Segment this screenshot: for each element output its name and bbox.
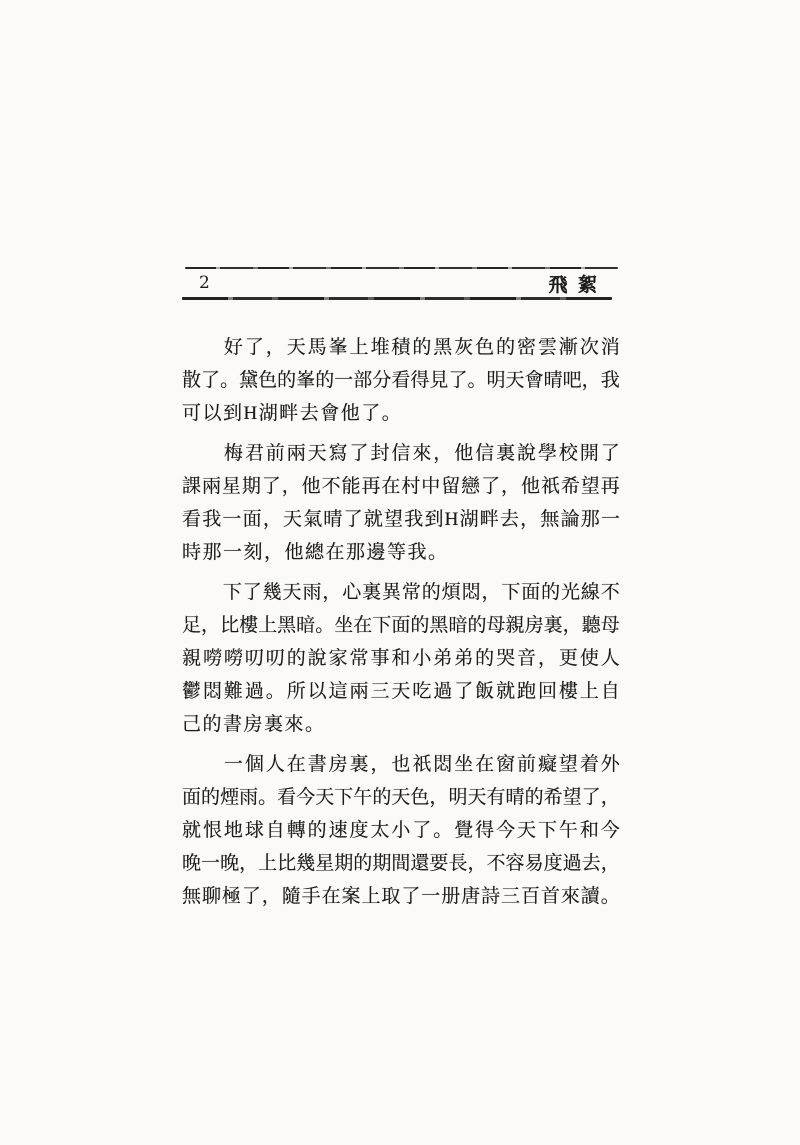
text-line: 無 聊 極 了 ， 隨 手 在 案 上 取 了 一 册 唐 詩 三 百 首 來 讀 。 bbox=[182, 886, 620, 907]
text-line: 下 了 幾 天 雨 ， 心 裏 異 常 的 煩 悶 ， 下 面 的 光 線 不 bbox=[222, 582, 620, 603]
text-line: 己的書房裏來。 bbox=[182, 714, 326, 735]
text-line: 親 嘮 嘮 叨 叨 的 說 家 常 事 和 小 弟 弟 的 哭 音 ， 更 使 人 bbox=[182, 648, 620, 669]
text-line: 課 兩 星 期 了 ， 他 不 能 再 在 村 中 留 戀 了 ， 他 祇 希 望 再 bbox=[182, 476, 620, 497]
text-line: 面 的 煙 雨 。 看 今 天 下 午 的 天 色 ， 明 天 有 晴 的 希 望 了 ， bbox=[182, 787, 620, 808]
text-line: 好 了 ， 天 馬 峯 上 堆 積 的 黑 灰 色 的 密 雲 漸 次 消 bbox=[223, 337, 620, 358]
text-line: 時那一刻，他總在那邊等我。 bbox=[182, 542, 449, 563]
text-line: 可以到H湖畔去會他了。 bbox=[182, 403, 403, 424]
page-number: 2 bbox=[199, 273, 210, 293]
body-text bbox=[182, 331, 620, 913]
header-row bbox=[182, 269, 619, 297]
page-header bbox=[182, 267, 619, 300]
text-line: 一 個 人 在 書 房 裏 ， 也 祇 悶 坐 在 窗 前 癡 望 着 外 bbox=[223, 754, 620, 775]
header-rule-bottom bbox=[182, 297, 612, 300]
paragraph bbox=[182, 331, 620, 430]
text-line: 就 恨 地 球 自 轉 的 速 度 太 小 了 。 覺 得 今 天 下 午 和 今 bbox=[182, 820, 620, 841]
paragraph bbox=[182, 748, 620, 913]
text-line: 散 了 。 黛 色 的 峯 的 一 部 分 看 得 見 了 。 明 天 會 晴 吧 ， 我 bbox=[182, 370, 620, 391]
text-line: 晚 一 晚 ， 上 比 幾 星 期 的 期 間 還 要 長 ， 不 容 易 度 過 去 ， bbox=[182, 853, 620, 874]
text-line: 梅 君 前 兩 天 寫 了 封 信 來 ， 他 信 裏 說 學 校 開 了 bbox=[223, 443, 620, 464]
book-title: 飛絮 bbox=[548, 274, 608, 296]
paragraph bbox=[182, 576, 620, 741]
text-line: 鬱 悶 難 過 。 所 以 這 兩 三 天 吃 過 了 飯 就 跑 回 樓 上 自 bbox=[182, 681, 620, 702]
text-line: 足 ， 比 樓 上 黑 暗 。 坐 在 下 面 的 黑 暗 的 母 親 房 裏 ， 聽 母 bbox=[182, 615, 620, 636]
text-line: 看 我 一 面 ， 天 氣 晴 了 就 望 我 到 H 湖 畔 去 ， 無 論 那 一 bbox=[182, 509, 620, 530]
paragraph bbox=[182, 437, 620, 569]
